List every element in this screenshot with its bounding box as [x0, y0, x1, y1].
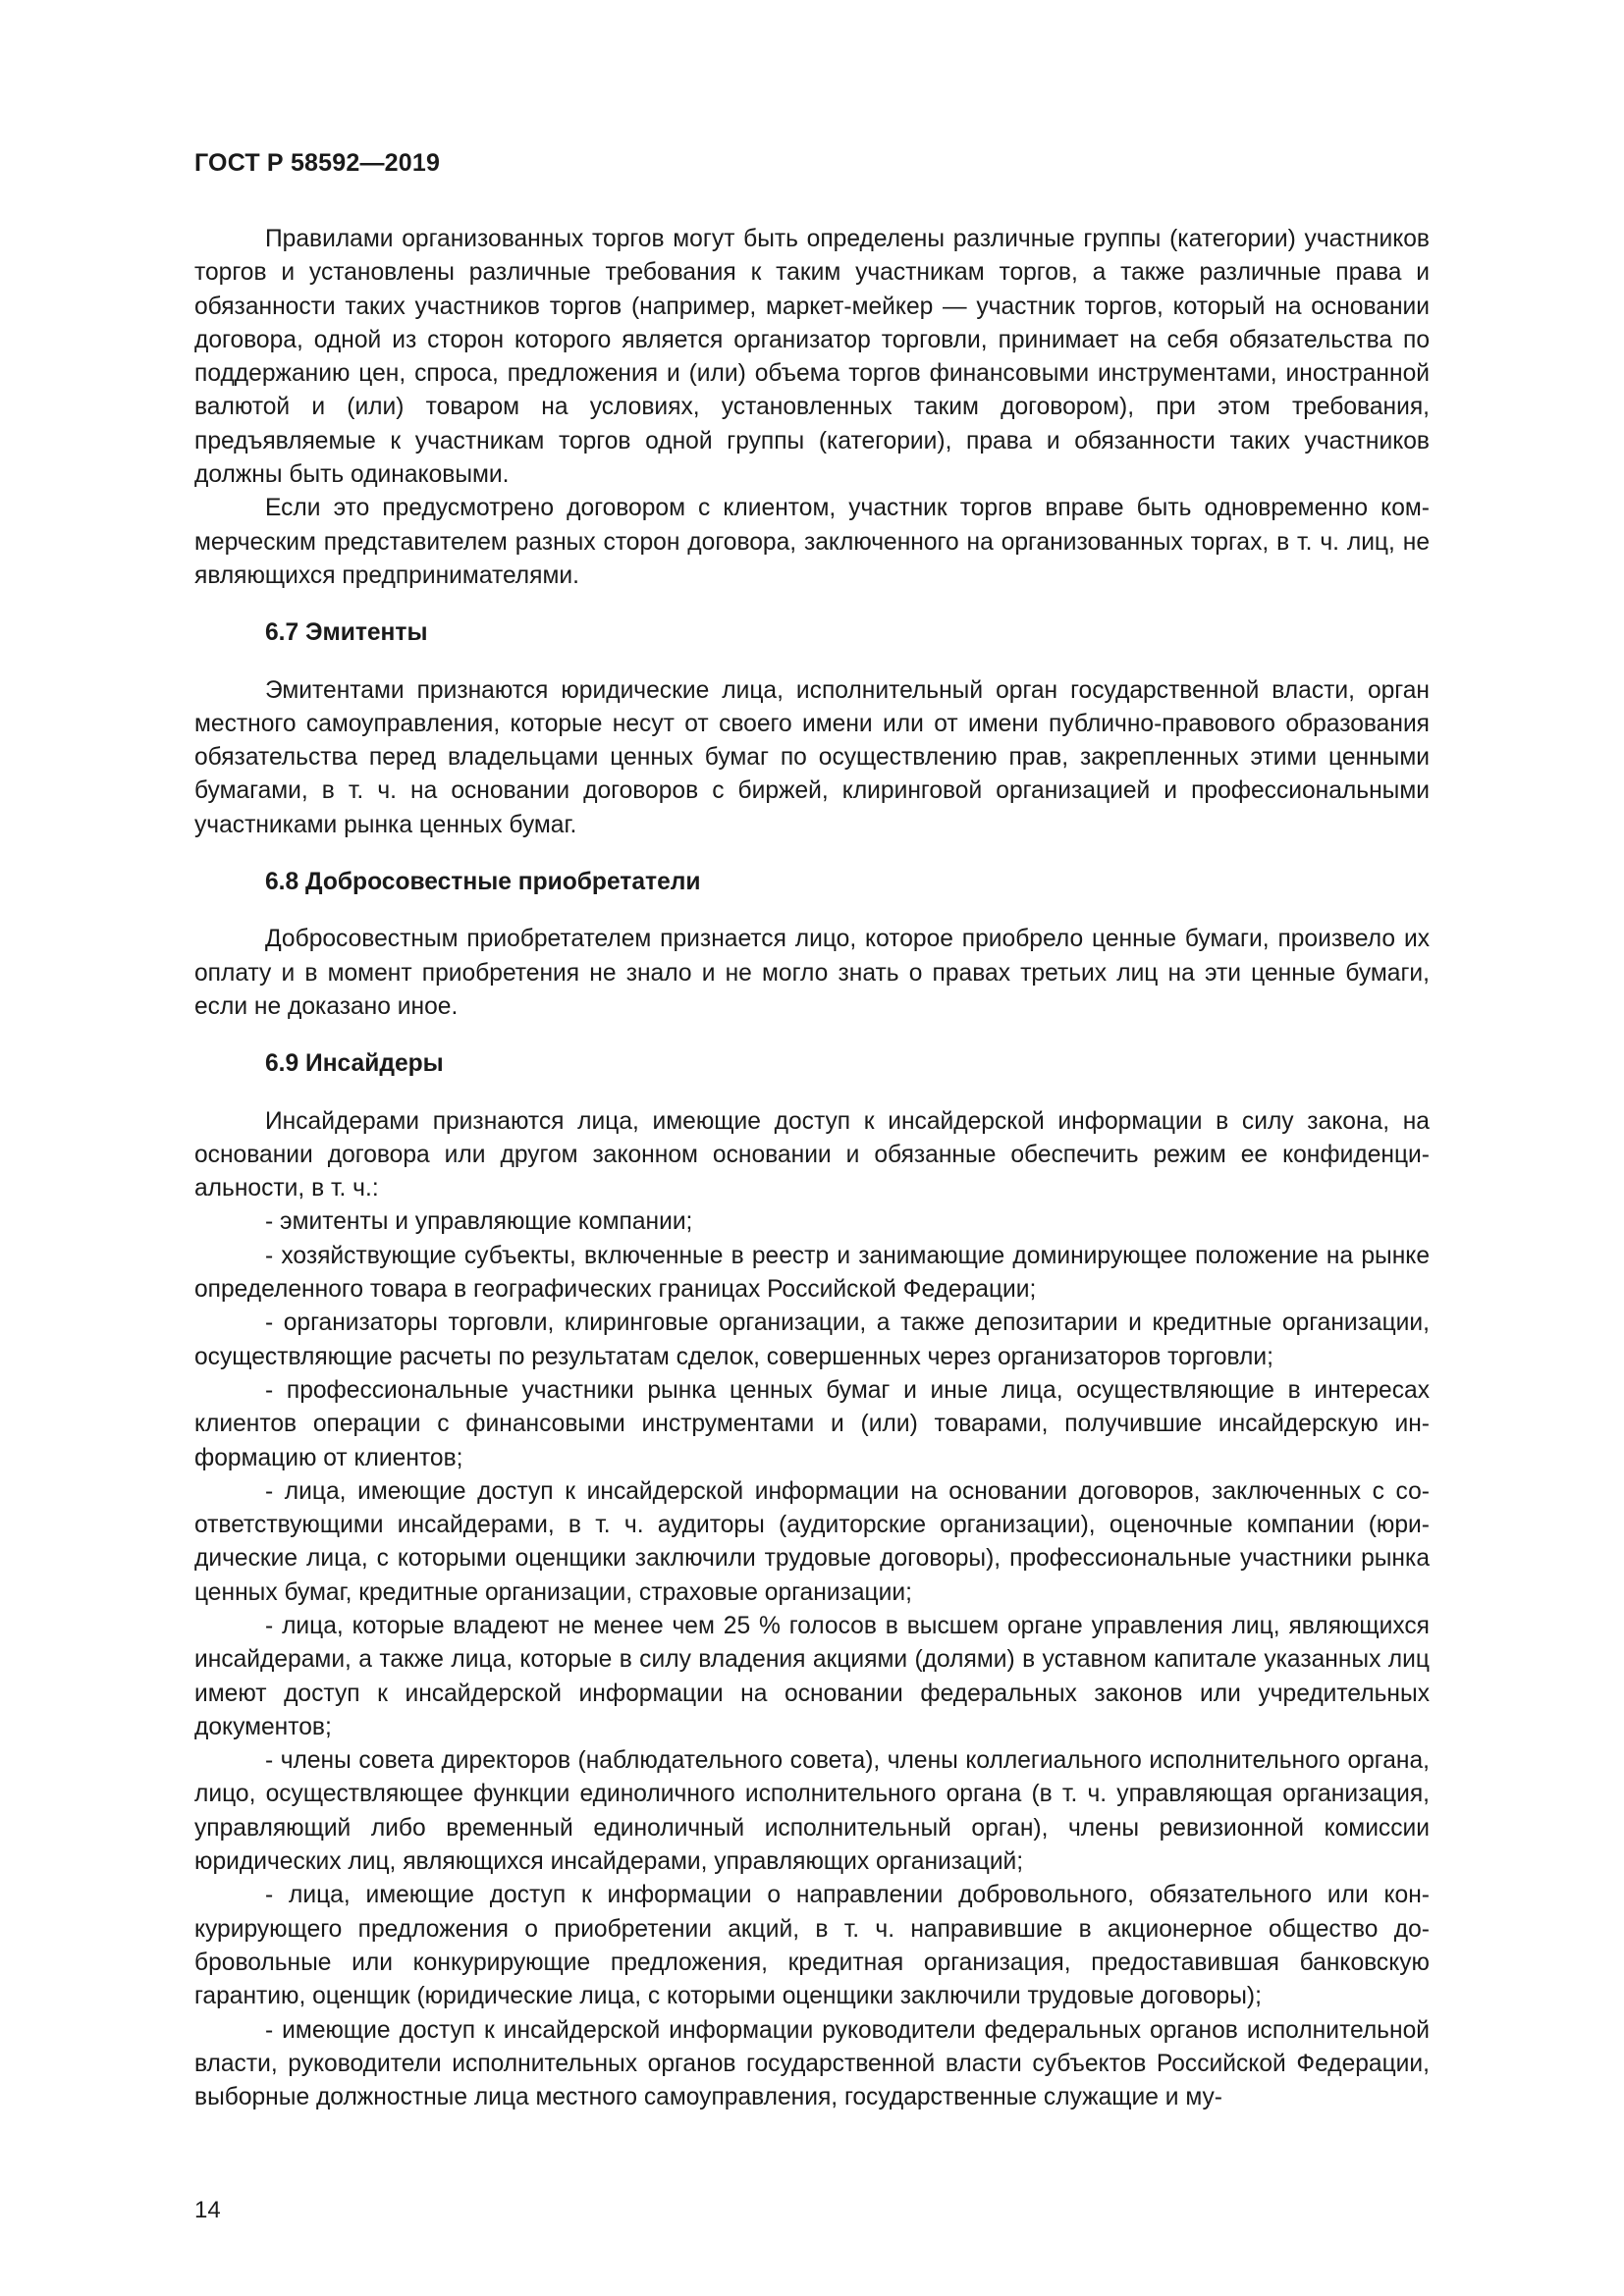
body-paragraph: Эмитентами признаются юридические лица, исполнительный орган государственной власти, орган местного самоуправления, которые несут от своего имени или от имени публично-правового образования обязательства перед владельцами ценных бумаг по осуществлению прав, закрепленных этими ценными бумагами, в т. ч. на основании договоров с биржей, клиринговой организацией и профессиональными участниками рынка ценных бумаг.	[194, 676, 1430, 838]
list-item: - лица, которые владеют не менее чем 25 % голосов в высшем органе управления лиц, являющихся инсайдерами, а также лица, которые в силу владения акциями (долями) в уставном капитале указанных лиц имеют доступ к инсайдерской информации на основании федеральных законов или учредительных документов;	[194, 1612, 1430, 1740]
list-item: - организаторы торговли, клиринговые организации, а также депозитарии и кредитные организации, осуществляющие расчеты по результатам сделок, совершенных через организаторов торговли;	[194, 1309, 1430, 1370]
list-item: - имеющие доступ к инсайдерской информации руководители федеральных органов исполнительной власти, руководители исполнительных органов государственной власти субъектов Российской Федерации, выборные должностные лица местного самоуправления, государственные служащие и му-	[194, 2016, 1430, 2111]
list-item: - профессиональные участники рынка ценных бумаг и иные лица, осуществляющие в интересах клиентов операции с финансовыми инструментами и (или) товарами, получившие инсайдерскую информацию от клиентов;	[194, 1376, 1430, 1471]
body-paragraph: Правилами организованных торгов могут быть определены различные группы (категории) участников торгов и установлены различные требования к таким участникам торгов, а также различные права и обязанности таких участников торгов (например, маркет-мейкер — участник торгов, который на основании договора, одной из сторон которого является организатор торговли, принимает на себя обязательства по поддержанию цен, спроса, предложения и (или) объема торгов финансовыми инструментами, иностранной валютой и (или) товаром на условиях, установленных таким договором), при этом требования, предъявляемые к участникам торгов одной группы (категории), права и обязанности таких участников должны быть одинаковыми.	[194, 226, 1430, 489]
spacer	[194, 651, 1430, 674]
spacer	[194, 1082, 1430, 1105]
page-number: 14	[194, 2197, 221, 2223]
spacer	[194, 1024, 1430, 1047]
section-heading-6-9: 6.9 Инсайдеры	[265, 1050, 444, 1078]
list-item: - эмитенты и управляющие компании;	[265, 1208, 693, 1236]
body-paragraph: Если это предусмотрено договором с клиентом, участник торгов вправе быть одновременно коммерческим представителем разных сторон договора, заключенного на организованных торгах, в т. ч. лиц, не являющихся предпринимателями.	[194, 495, 1430, 589]
spacer	[194, 899, 1430, 923]
body-paragraph: Инсайдерами признаются лица, имеющие доступ к инсайдерской информации в силу закона, на основании договора или другом законном основании и обязанные обеспечить режим ее конфиденциальности, в т. ч.:	[194, 1107, 1430, 1202]
body-paragraph: Добросовестным приобретателем признается лицо, которое приобрело ценные бумаги, произвело их оплату и в момент приобретения не знало и не могло знать о правах третьих лиц на эти ценные бумаги, если не доказано иное.	[194, 926, 1430, 1020]
spacer	[194, 593, 1430, 616]
section-heading-6-7: 6.7 Эмитенты	[265, 619, 428, 647]
list-item: - лица, имеющие доступ к информации о направлении добровольного, обязательного или конкурирующего предложения о приобретении акций, в т. ч. направившие в акционерное общество добровольные или конкурирующие предложения, кредитная организация, предоставившая банковскую гарантию, оценщик (юридические лица, с которыми оценщики заключили трудовые договоры);	[194, 1882, 1430, 2010]
list-item: - лица, имеющие доступ к инсайдерской информации на основании договоров, заключенных с соответствующими инсайдерами, в т. ч. аудиторы (аудиторские организации), оценочные компании (юридические лица, с которыми оценщики заключили трудовые договоры), профессиональные участники рынка ценных бумаг, кредитные организации, страховые организации;	[194, 1477, 1430, 1606]
document-body	[194, 223, 1430, 2114]
spacer	[194, 842, 1430, 866]
list-item: - хозяйствующие субъекты, включенные в реестр и занимающие доминирующее положение на рынке определенного товара в географических границах Российской Федерации;	[194, 1242, 1430, 1304]
document-code-header: ГОСТ Р 58592—2019	[194, 149, 441, 177]
section-heading-6-8: 6.8 Добросовестные приобретатели	[265, 869, 701, 896]
list-item: - члены совета директоров (наблюдательного совета), члены коллегиального исполнительного органа, лицо, осуществляющее функции единоличного исполнительного органа (в т. ч. управляющая организация, управляющий либо временный единоличный исполнительный орган), члены ревизионной комиссии юридических лиц, являющихся инсайдерами, управляющих организаций;	[194, 1747, 1430, 1876]
